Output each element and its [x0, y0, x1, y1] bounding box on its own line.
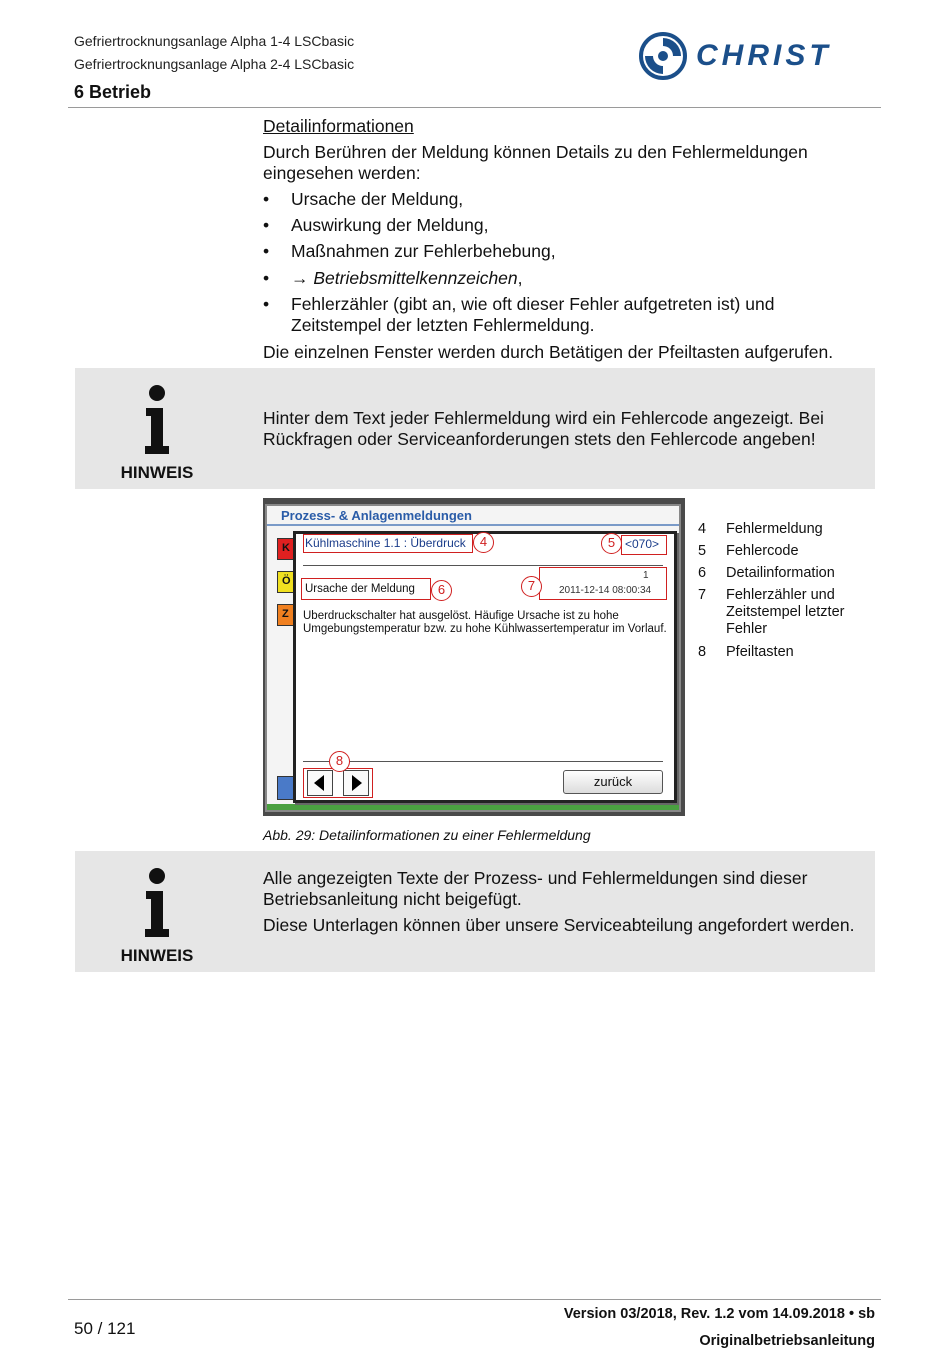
side-tab-red[interactable]: K — [277, 538, 295, 560]
christ-logo-graphic — [638, 30, 878, 84]
marker-6: 6 — [431, 580, 452, 601]
marker-4: 4 — [473, 532, 494, 553]
side-tab-orange[interactable]: Z — [277, 604, 295, 626]
section-title: Detailinformationen — [263, 116, 414, 136]
title-underline — [267, 524, 679, 526]
footer-document-type: Originalbetriebsanleitung — [699, 1333, 875, 1349]
bullet-item: Auswirkung der Meldung, — [291, 215, 489, 235]
note-text: Diese Unterlagen können über unsere Serviceabteilung angefordert werden. — [263, 915, 855, 935]
page-number: 50 / 121 — [74, 1319, 136, 1338]
bullet-marker: • — [263, 241, 270, 261]
note-box — [75, 851, 875, 972]
message-text: Kühlmaschine 1.1 : Überdruck — [305, 536, 466, 550]
note-label: HINWEIS — [120, 463, 194, 482]
legend-text: Detailinformation — [726, 565, 835, 581]
bullet-suffix: , — [517, 268, 523, 288]
back-button[interactable]: zurück — [563, 770, 663, 794]
note-text: Alle angezeigten Texte der Prozess- und Fehlermeldungen sind dieser Betriebsanleitung nicht beigefügt. — [263, 868, 808, 909]
header-rule — [68, 107, 881, 108]
bullet-marker: • — [263, 268, 270, 288]
error-timestamp: 2011-12-14 08:00:34 — [559, 585, 652, 596]
section-outro: Die einzelnen Fenster werden durch Betätigen der Pfeiltasten aufgerufen. — [263, 342, 834, 362]
legend-number: 7 — [698, 587, 707, 603]
window-title: Prozess- & Anlagenmeldungen — [281, 508, 472, 523]
next-arrow-button[interactable] — [343, 770, 369, 796]
previous-arrow-button[interactable] — [307, 770, 333, 796]
note-box — [75, 368, 875, 489]
figure-legend — [698, 521, 878, 666]
legend-number: 4 — [698, 521, 707, 537]
footer-rule — [68, 1299, 881, 1300]
triangle-right-icon — [344, 771, 368, 795]
note-label: HINWEIS — [120, 946, 194, 965]
arrow-icon: → — [291, 268, 309, 288]
logo-wordmark: CHRIST — [696, 39, 832, 72]
legend-text: Pfeiltasten — [726, 644, 794, 660]
marker-8: 8 — [329, 751, 350, 772]
info-icon — [135, 867, 179, 939]
footer-version: Version 03/2018, Rev. 1.2 vom 14.09.2018 • sb — [563, 1306, 875, 1322]
marker-7: 7 — [521, 576, 542, 597]
error-code: <070> — [625, 537, 660, 551]
bottom-status-bar — [267, 804, 679, 810]
separator-bottom — [303, 761, 663, 762]
header-product-line-2: Gefriertrocknungsanlage Alpha 2-4 LSCbasic — [74, 56, 355, 72]
bullet-item: Ursache der Meldung, — [291, 189, 464, 209]
section-intro: Durch Berühren der Meldung können Details zu den Fehlermeldungen eingesehen werden: — [263, 142, 808, 183]
bullet-item: Fehlerzähler (gibt an, wie oft dieser Fehler aufgetreten ist) und Zeitstempel der letzten Fehlermeldung. — [291, 294, 775, 335]
legend-number: 8 — [698, 644, 707, 660]
legend-text: Fehlercode — [726, 543, 799, 559]
note-text: Hinter dem Text jeder Fehlermeldung wird ein Fehlercode angezeigt. Bei Rückfragen oder Serviceanforderungen stets den Fehlercode angeben! — [263, 408, 824, 449]
bullet-item: Maßnahmen zur Fehlerbehebung, — [291, 241, 556, 261]
bullet-marker: • — [263, 189, 270, 209]
info-icon — [135, 384, 179, 456]
error-counter: 1 — [643, 570, 649, 581]
bullet-marker: • — [263, 215, 270, 235]
bullet-marker: • — [263, 294, 270, 314]
detail-text: Überdruckschalter hat ausgelöst. Häufige Ursache ist zu hohe Umgebungstemperatur bzw. zu hohe Kühlwassertemperatur im Vorlauf. — [303, 610, 667, 635]
marker-5: 5 — [601, 533, 622, 554]
legend-number: 5 — [698, 543, 707, 559]
bullet-item-crossref — [291, 268, 523, 289]
detail-label: Ursache der Meldung — [305, 583, 415, 595]
header-product-line-1: Gefriertrocknungsanlage Alpha 1-4 LSCbasic — [74, 33, 355, 49]
crossref-link[interactable]: Betriebsmittelkennzeichen — [313, 268, 518, 288]
triangle-left-icon — [308, 771, 332, 795]
christ-logo — [638, 30, 878, 84]
legend-number: 6 — [698, 565, 707, 581]
screenshot-detail-window — [263, 498, 685, 816]
legend-text: Fehlerzähler und Zeitstempel letzter Fehler — [726, 587, 845, 637]
chapter-title: 6 Betrieb — [74, 82, 152, 102]
side-tab-yellow[interactable]: Ö — [277, 571, 295, 593]
figure-caption: Abb. 29: Detailinformationen zu einer Fehlermeldung — [263, 827, 591, 843]
legend-text: Fehlermeldung — [726, 521, 823, 537]
separator — [303, 565, 663, 566]
